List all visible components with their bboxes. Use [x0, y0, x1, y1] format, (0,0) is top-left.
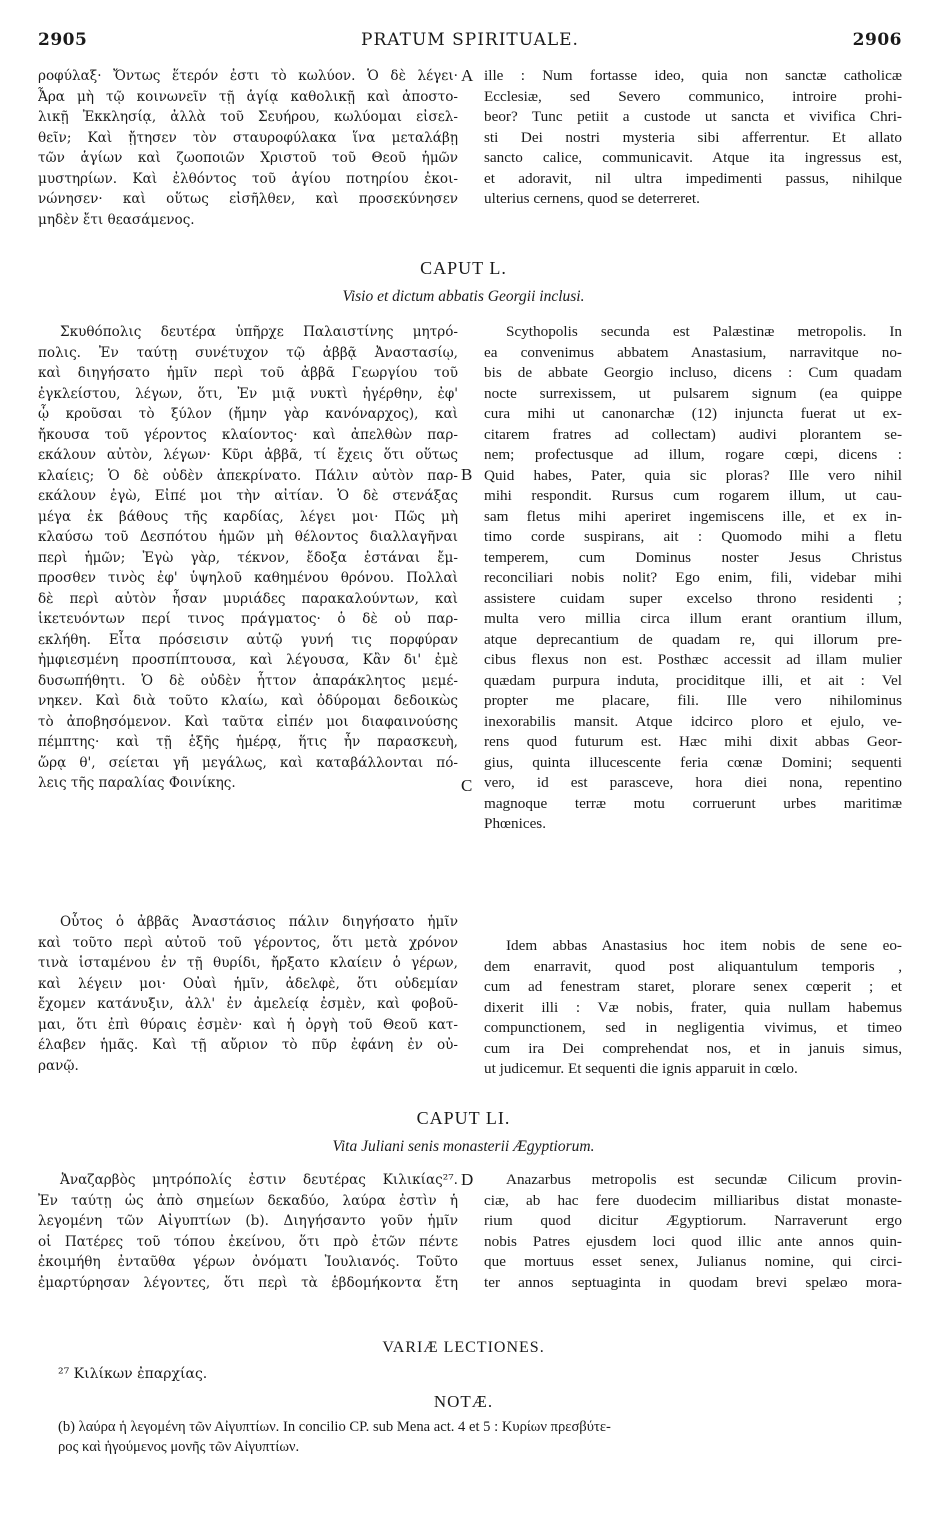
text-line: ter annos septuaginta in quodam brevi spelæo mora- [484, 1273, 902, 1291]
text-line: beor? Tunc petiit a custode ut sancta et vivifica Chri- [484, 108, 902, 125]
text-line: Idem abbas Anastasius hoc item nobis de sene eo- [506, 937, 902, 954]
text-line: τινὰ ἱσταμένου ἐν τῇ θυρίδι, ἤρξατο κλαίειν ὁ γέρων, [38, 955, 458, 971]
text-line: μέγα ἐκ βάθους τῆς καρδίας, λέγει μοι· Πῶς μὴ [38, 508, 458, 525]
text-line: Quid habes, Pater, quia sic ploras? Ille vero nihil [484, 466, 902, 484]
text-line: εκάλουν αὐτὸν, λέγων· Κῦρι ἀββᾶ, τί ἔχεις ὅτι οὕτως [38, 447, 458, 463]
text-line: ea convenimus abbatem Anastasium, narravitque no- [484, 343, 902, 361]
text-line: πέμπτης· καὶ τῇ ἑξῆς ἡμέρᾳ, ἥτις ἦν παρασκευὴ, [38, 734, 458, 750]
chapter-subtitle-l: Visio et dictum abbatis Georgii inclusi. [342, 288, 585, 305]
text-line: πολις. Ἐν ταύτῃ συνέτυχον τῷ ἀββᾷ Ἀναστασίῳ, [38, 344, 458, 361]
text-line: λεις τῆς παραλίας Φοινίκης. [38, 775, 236, 791]
text-line: μηδὲν ἔτι θεασάμενος. [38, 211, 195, 228]
text-line: ἱκετευόντων περί τινος πράγματος· ὁ δὲ οὐ παρ- [38, 611, 458, 627]
text-line: καὶ λέγειν μοι· Οὐαὶ ἡμῖν, ἀδελφὲ, ὅτι οὐδεμίαν [38, 975, 458, 992]
text-line: nocte surrexissem, ut pulsarem signum (ea quippe [484, 384, 902, 402]
text-line: Anazarbus metropolis est secundæ Cilicum provin- [506, 1171, 902, 1188]
text-line: οἱ Πατέρες τοῦ τόπου ἐκείνου, ὅτι πρὸ ἐτῶν πέντε [38, 1233, 458, 1250]
text-line: Scythopolis secunda est Palæstinæ metropolis. In [506, 323, 902, 340]
notes-block [58, 1417, 902, 1457]
text-line: nem; profectusque ad illum, rogare cœpi, dicens : [484, 446, 902, 463]
text-line: inexorabilis mansit. Atque idcirco ploro et ejulo, ve- [484, 712, 902, 730]
text-line: Ἆρα μὴ τῷ κοινωνεῖν τῇ ἁγίᾳ καθολικῇ καὶ ἀποστο- [38, 88, 458, 105]
text-line: ρανῷ. [38, 1057, 79, 1074]
latin-column-intro [484, 66, 902, 210]
text-line: ἠμφιεσμένη προσπίπτουσα, καὶ λέγουσα, Κἂν δι' ἐμὲ [38, 652, 458, 668]
text-line: μαι, ὅτι ἐπὶ θύραις ἐσμὲν· καὶ ἡ ὀργὴ τοῦ Θεοῦ κατ- [38, 1016, 458, 1033]
text-line: λικῇ Ἐκκλησίᾳ, ἀλλὰ τοῦ Σευήρου, κωλύομαι εἰσελ- [38, 109, 458, 125]
text-line: καὶ τοῦτο περὶ αὐτοῦ τοῦ γέροντος, ὅτι μετὰ χρόνον [38, 934, 458, 951]
text-line: bis de abbate Georgio incluso, dicens : Cum quadam [484, 364, 902, 381]
text-line: ciæ, ab hac fere duodecim milliaribus distat monaste- [484, 1191, 902, 1209]
greek-column-caput-li [38, 1170, 458, 1293]
text-line: que mortuus esset senex, Julianus nomine, qui circi- [484, 1253, 902, 1270]
text-line: reconciliari nobis nolit? Ego enim, fili, videbar mihi [484, 569, 902, 586]
page-header [38, 30, 902, 52]
margin-marker-a: A [461, 66, 474, 85]
text-line: ἐμαρτύρησαν λέγοντες, ὅτι περὶ τὰ ἑβδομήκοντα ἔτη [38, 1274, 458, 1291]
text-line: rium quod dicitur Ægyptiorum. Narraverunt ergo [484, 1212, 902, 1229]
text-line: propter me placare, fili. Ille vero nihilominus [484, 692, 902, 709]
text-line: vero, id est parasceve, hora diei nona, repentino [484, 774, 902, 791]
text-line: citarem fratres ad collectam) audivi plorantem se- [484, 425, 902, 443]
page-number-left: 2905 [38, 30, 88, 50]
greek-column-caput-l-part2 [38, 912, 458, 1076]
latin-column-caput-l [484, 322, 902, 835]
text-line: ulterius cernens, quod se deterreret. [484, 190, 700, 207]
text-line: έλαβεν ἡμᾶς. Καὶ τῇ αὔριον τὸ πῦρ ἐφάνη ἐν οὐ- [38, 1037, 458, 1053]
note-line: (b) λαύρα ἡ λεγομένη τῶν Αἰγυπτίων. In concilio CP. sub Mena act. 4 et 5 : Κυρίων πρεσβύτε- [58, 1419, 611, 1435]
text-line: Ecclesiæ, sed Severo communico, introire prohi- [484, 87, 902, 105]
text-line: ille : Num fortasse ideo, quia non sanctæ catholicæ [484, 67, 902, 84]
text-line: λεγομένη τῶν Αἰγυπτίων (b). Διηγήσαντο γοῦν ἡμῖν [38, 1213, 458, 1229]
text-line: μυστηρίων. Καὶ ἐλθόντος τοῦ ἁγίου ποτηρίου ἐκοι- [38, 170, 458, 187]
text-line: dem enarravit, quod post aliquantulum temporis , [484, 957, 902, 975]
text-line: compunctionem, sed in negligentia vivimus, et timeo [484, 1019, 902, 1036]
page-number-right: 2906 [852, 30, 902, 50]
text-line: rens quod futurum est. Hæc mihi dixit abbas Geor- [484, 733, 902, 750]
text-line: κλαύσω τοῦ Δεσπότου ἡμῶν μὴ θέλοντος διαλλαγῆναι [38, 529, 458, 545]
text-line: νηκεν. Καὶ διὰ τοῦτο κλαίω, καὶ ὀδύρομαι δεδοικὼς [38, 693, 458, 709]
variae-lectiones-heading: VARIÆ LECTIONES. [382, 1339, 545, 1356]
text-line: quædam purpura induta, prociditque illi, et ait : Vel [484, 671, 902, 689]
text-line: assistere cuidam super excelso throno residenti ; [484, 589, 902, 607]
text-line: Σκυθόπολις δευτέρα ὑπῆρχε Παλαιστίνης μητρό- [60, 324, 458, 340]
text-line: προσθεν τινὸς ἐφ' ὑψηλοῦ καθημένου θρόνου. Πολλαὶ [38, 570, 458, 586]
text-line: ἐκοιμήθη ἐνταῦθα γέρων ὀνόματι Ἰουλιανός. Τοῦτο [38, 1254, 458, 1270]
margin-marker-c: C [461, 776, 473, 795]
text-line: ᾧ κροῦσαι τὸ ξύλον (ἤμην γὰρ κανόναρχος), καὶ [38, 406, 458, 422]
text-line: τὸ ἀποβησόμενον. Καὶ ταῦτα εἰπέν μοι διαφαινούσης [38, 713, 458, 730]
text-line: ροφύλαξ· Ὄντως ἕτερόν ἐστι τὸ κωλύον. Ὁ δὲ λέγει· [38, 68, 458, 84]
text-line: cum ad fenestram staret, plorare senex cœperit ; et [484, 978, 902, 995]
text-line: timo corde suspirans, ait : Quomodo mihi a fletu [484, 528, 902, 545]
text-line: temperem, cum Dominus noster Jesus Christus [484, 548, 902, 566]
greek-column-intro [38, 66, 458, 230]
text-line: multa vero millia circa illum erant orantium illum, [484, 610, 902, 627]
text-line: εκλήθη. Εἶτα πρόσεισιν αὐτῷ γυνή τις πορφύραν [38, 631, 458, 648]
text-line: θεῖν; Καὶ ᾔτησεν τὸν σταυροφύλακα ἵνα μεταλάβῃ [38, 129, 458, 146]
chapter-heading-l: CAPUT L. [420, 258, 507, 278]
margin-marker-b: B [461, 465, 473, 484]
text-line: dixerit illi : Væ nobis, frater, quia nullam habemus [484, 998, 902, 1016]
text-line: ἤκουσα τοῦ γέροντος κλαίοντος· καὶ ἀπελθὼν παρ- [38, 426, 458, 443]
text-line: δὲ περὶ αὐτὸν ἦσαν μυριάδες παρακαλούντων, καὶ [38, 590, 458, 607]
text-line: atque deprecantium de quadam re, qui illorum pre- [484, 630, 902, 648]
text-line: Ἐν ταύτῃ ὡς ἀπὸ σημείων δεκαδύο, λαύρα ἐστὶν ἡ [38, 1192, 458, 1209]
text-line: νώνησεν· καὶ οὕτως εἰσῆλθεν, καὶ προσεκύνησεν [38, 191, 458, 207]
latin-column-caput-li [484, 1170, 902, 1293]
text-line: nobis Patres ejusdem loci quod illic ante annos quin- [484, 1232, 902, 1250]
text-line: κλαίεις; Ὁ δὲ οὐδὲν ἀπεκρίνατο. Πάλιν αὐτὸν παρ- [38, 467, 458, 484]
text-line: Phœnices. [484, 815, 547, 832]
text-line: cura mihi ut canonarchæ (12) injuncta fuerat ut ex- [484, 405, 902, 422]
variant-reading: ²⁷ Κιλίκων ἐπαρχίας. [58, 1366, 208, 1382]
note-line: ρος καὶ ἡγούμενος μονῆς τῶν Αἰγυπτίων. [58, 1439, 300, 1455]
text-line: ὥρᾳ θ', σείεται γῆ μεγάλως, καὶ καταβάλλονται πό- [38, 754, 458, 771]
text-line: Ἀναζαρβὸς μητρόπολίς ἐστιν δευτέρας Κιλικίας²⁷. [60, 1172, 458, 1188]
text-line: τῶν ἁγίων καὶ ζωοποιῶν Χριστοῦ τοῦ Θεοῦ ἡμῶν [38, 150, 458, 166]
latin-column-caput-l-part2 [484, 936, 902, 1080]
notae-heading: NOTÆ. [433, 1392, 494, 1411]
text-line: gius, quinta illucescente feria cœnæ Domini; sequenti [484, 753, 902, 771]
text-line: περὶ ἡμῶν; Ἐγὼ γὰρ, τέκνον, ἔδοξα ἑστάναι ἔμ- [38, 549, 458, 566]
text-line: ut judicemur. Et sequenti die ignis apparuit in cœlo. [484, 1060, 798, 1077]
text-line: et adoravit, nil ultra impedimenti passus, nihilque [484, 169, 902, 187]
running-title: PRATUM SPIRITUALE. [361, 30, 579, 50]
text-line: magnoque terræ motu corruerunt urbes maritimæ [484, 794, 902, 812]
text-line: sti Dei nostri mysteria sibi afferrentur. Et allato [484, 128, 902, 146]
text-line: sancto calice, communicavit. Atque ita ingressus est, [484, 149, 902, 166]
text-line: Οὗτος ὁ ἀββᾶς Ἀναστάσιος πάλιν διηγήσατο ἡμῖν [60, 914, 458, 930]
text-line: mihi respondit. Rursus cum rogarem illum, ut cau- [484, 487, 902, 504]
text-line: εκάλουν ἐγὼ, Εἰπέ μοι τὴν αἰτίαν. Ὁ δὲ στενάξας [38, 488, 458, 504]
text-line: δυσωπήθητι. Ὁ δὲ οὐδὲν ἧττον ἀπαράκλητος μεμέ- [38, 672, 458, 689]
chapter-heading-li: CAPUT LI. [416, 1108, 511, 1128]
greek-column-caput-l [38, 322, 458, 794]
text-line: ἔχομεν κατάνυξιν, ἀλλ' ἐν ἀμελείᾳ ἐσμὲν, καὶ φοβοῦ- [38, 996, 458, 1012]
text-line: cibus flexus non est. Posthæc accessit ad illam mulier [484, 651, 902, 668]
text-line: sam fletus mihi aperiret ingemiscens ille, et ex in- [484, 507, 902, 525]
text-line: καὶ διηγήσατο ἡμῖν περὶ τοῦ ἀββᾶ Γεωργίου τοῦ [38, 365, 458, 381]
chapter-subtitle-li: Vita Juliani senis monasterii Ægyptiorum. [332, 1138, 595, 1155]
text-line: cum ira Dei comprehendat nos, et in januis simus, [484, 1039, 902, 1057]
text-line: ἐγκλείστου, λέγων, ὅτι, Ἐν μιᾷ νυκτὶ ἠγέρθην, ἐφ' [38, 385, 458, 402]
margin-marker-d: D [461, 1170, 474, 1189]
